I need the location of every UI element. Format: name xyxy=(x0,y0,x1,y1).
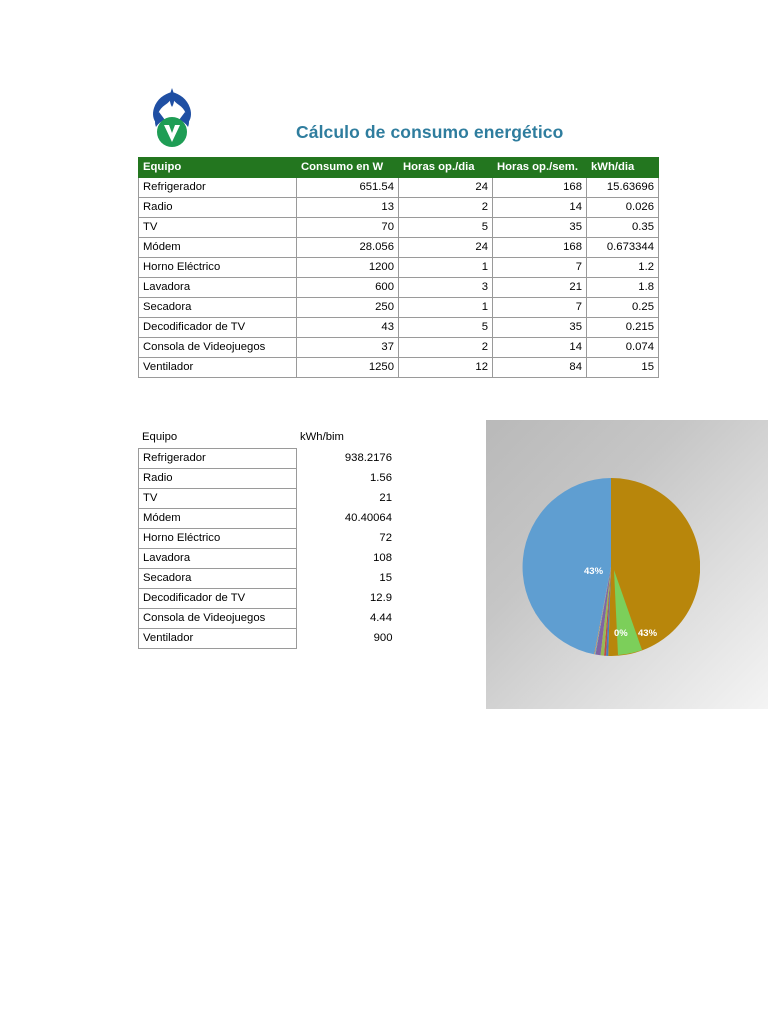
list-item xyxy=(139,469,397,489)
cell-kwh-dia: 0.215 xyxy=(587,318,659,338)
table-row xyxy=(139,338,659,358)
cell-equipo: Refrigerador xyxy=(139,178,297,198)
cell-horas-sem: 35 xyxy=(493,318,587,338)
table-row xyxy=(139,238,659,258)
cell-horas-sem: 21 xyxy=(493,278,587,298)
cell-horas-dia: 12 xyxy=(399,358,493,378)
cell-kwh-bim: 15 xyxy=(379,572,392,584)
cell-equipo-bim: Secadora xyxy=(139,569,297,589)
cell-kwh-bim: 12.9 xyxy=(370,592,392,604)
list-item xyxy=(139,509,397,529)
column-header-equipo-bim: Equipo xyxy=(142,431,178,443)
energy-pie-chart xyxy=(486,420,768,709)
cell-kwh-dia: 1.2 xyxy=(587,258,659,278)
column-header-horas-dia: Horas op./dia xyxy=(399,158,493,178)
cell-kwh-bim: 900 xyxy=(373,632,393,644)
cell-equipo-bim: Consola de Videojuegos xyxy=(139,609,297,629)
cell-horas-sem: 7 xyxy=(493,258,587,278)
cell-kwh-bim: 4.44 xyxy=(370,612,392,624)
cell-kwh-bim: 1.56 xyxy=(370,472,392,484)
cell-consumo: 600 xyxy=(297,278,399,298)
cell-kwh-bim: 938.2176 xyxy=(344,452,392,464)
cell-kwh-dia: 0.35 xyxy=(587,218,659,238)
cell-horas-dia: 2 xyxy=(399,198,493,218)
table-row xyxy=(139,258,659,278)
cell-horas-dia: 1 xyxy=(399,258,493,278)
list-item xyxy=(139,489,397,509)
cell-horas-sem: 84 xyxy=(493,358,587,378)
cell-equipo: Radio xyxy=(139,198,297,218)
cell-equipo-bim: Lavadora xyxy=(139,549,297,569)
cell-horas-dia: 5 xyxy=(399,318,493,338)
cell-horas-sem: 168 xyxy=(493,178,587,198)
cell-equipo-bim: Radio xyxy=(139,469,297,489)
list-item xyxy=(139,449,397,469)
pie-label-1: 43% xyxy=(584,566,604,577)
page-title: Cálculo de consumo energético xyxy=(296,122,564,142)
cell-equipo-bim: Ventilador xyxy=(139,629,297,649)
cell-kwh-bim: 108 xyxy=(373,552,392,564)
cell-horas-dia: 5 xyxy=(399,218,493,238)
pie-label-2: 0% xyxy=(614,628,628,639)
bimonthly-table xyxy=(138,428,397,649)
column-header-consumo: Consumo en W xyxy=(297,158,399,178)
cell-horas-sem: 14 xyxy=(493,198,587,218)
cell-equipo: Consola de Videojuegos xyxy=(139,338,297,358)
cell-consumo: 37 xyxy=(297,338,399,358)
table-row xyxy=(139,298,659,318)
cell-consumo: 43 xyxy=(297,318,399,338)
cell-horas-dia: 24 xyxy=(399,178,493,198)
cell-kwh-dia: 0.026 xyxy=(587,198,659,218)
cell-equipo: Ventilador xyxy=(139,358,297,378)
uv-logo xyxy=(139,86,205,152)
cell-equipo-bim: Horno Eléctrico xyxy=(139,529,297,549)
cell-equipo-bim: Módem xyxy=(139,509,297,529)
list-item xyxy=(139,589,397,609)
list-item xyxy=(139,569,397,589)
list-item xyxy=(139,629,397,649)
bimonthly-table-header xyxy=(138,428,397,447)
cell-consumo: 250 xyxy=(297,298,399,318)
list-item xyxy=(139,549,397,569)
table-row xyxy=(139,358,659,378)
pie-graphic xyxy=(522,478,700,656)
cell-horas-sem: 168 xyxy=(493,238,587,258)
cell-equipo: TV xyxy=(139,218,297,238)
cell-consumo: 13 xyxy=(297,198,399,218)
cell-consumo: 70 xyxy=(297,218,399,238)
cell-kwh-dia: 15.63696 xyxy=(587,178,659,198)
cell-kwh-dia: 0.25 xyxy=(587,298,659,318)
cell-horas-dia: 3 xyxy=(399,278,493,298)
cell-kwh-bim: 72 xyxy=(379,532,392,544)
table-header-row xyxy=(139,158,659,178)
consumption-table xyxy=(138,157,659,378)
cell-equipo: Lavadora xyxy=(139,278,297,298)
cell-equipo-bim: Refrigerador xyxy=(139,449,297,469)
list-item xyxy=(139,529,397,549)
cell-equipo-bim: TV xyxy=(139,489,297,509)
cell-consumo: 1200 xyxy=(297,258,399,278)
list-item xyxy=(139,609,397,629)
cell-horas-sem: 7 xyxy=(493,298,587,318)
cell-horas-dia: 2 xyxy=(399,338,493,358)
pie-label-3: 43% xyxy=(638,628,658,639)
cell-horas-sem: 35 xyxy=(493,218,587,238)
cell-kwh-dia: 0.074 xyxy=(587,338,659,358)
cell-equipo: Módem xyxy=(139,238,297,258)
cell-consumo: 651.54 xyxy=(297,178,399,198)
cell-consumo: 1250 xyxy=(297,358,399,378)
cell-equipo-bim: Decodificador de TV xyxy=(139,589,297,609)
cell-horas-dia: 1 xyxy=(399,298,493,318)
cell-equipo: Decodificador de TV xyxy=(139,318,297,338)
table-row xyxy=(139,198,659,218)
cell-kwh-dia: 15 xyxy=(587,358,659,378)
column-header-kwh-dia: kWh/dia xyxy=(587,158,659,178)
table-row xyxy=(139,318,659,338)
column-header-equipo: Equipo xyxy=(139,158,297,178)
cell-horas-dia: 24 xyxy=(399,238,493,258)
table-row xyxy=(139,178,659,198)
table-row xyxy=(139,218,659,238)
cell-kwh-bim: 21 xyxy=(379,492,392,504)
cell-consumo: 28.056 xyxy=(297,238,399,258)
column-header-kwh-bim: kWh/bim xyxy=(300,431,344,443)
cell-equipo: Secadora xyxy=(139,298,297,318)
cell-kwh-dia: 0.673344 xyxy=(587,238,659,258)
cell-kwh-bim: 40.40064 xyxy=(344,512,392,524)
cell-kwh-dia: 1.8 xyxy=(587,278,659,298)
cell-equipo: Horno Eléctrico xyxy=(139,258,297,278)
column-header-horas-sem: Horas op./sem. xyxy=(493,158,587,178)
table-row xyxy=(139,278,659,298)
cell-horas-sem: 14 xyxy=(493,338,587,358)
